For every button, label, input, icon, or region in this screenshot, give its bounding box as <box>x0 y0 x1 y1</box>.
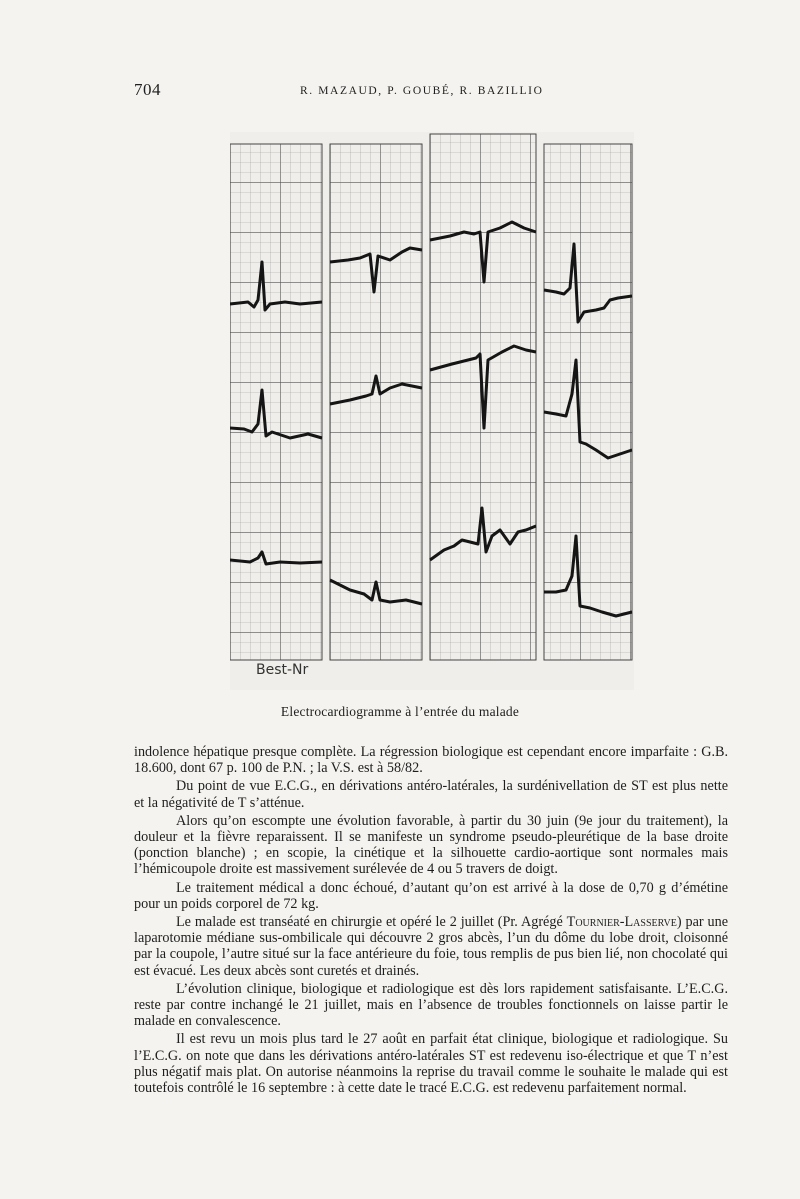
paragraph-2 <box>134 778 728 810</box>
figure-caption: Electrocardiogramme à l’entrée du malade <box>280 704 520 719</box>
article-body <box>134 744 728 1098</box>
ecg-strip-4 <box>544 144 632 660</box>
paragraph-4 <box>134 880 728 912</box>
paragraph-text: Du point de vue E.C.G., en dérivations antéro-latérales, la surdénivellation de ST est plus nette et la négativité de T s’atténue. <box>134 778 728 811</box>
page-number: 704 <box>134 80 161 99</box>
paragraph-6 <box>134 981 728 1030</box>
running-head: R. MAZAUD, P. GOUBÉ, R. BAZILLIO <box>300 85 544 97</box>
paragraph-7 <box>134 1031 728 1096</box>
paragraph-3 <box>134 813 728 878</box>
paragraph-text: Le traitement médical a donc échoué, d’autant qu’on est arrivé à la dose de 0,70 g d’émétine pour un poids corporel de 72 kg. <box>134 879 728 912</box>
figure-stamp: Best-Nr <box>256 662 309 678</box>
paragraph-text: Le malade est transéaté en chirurgie et opéré le 2 juillet (Pr. Agrégé <box>176 914 567 931</box>
paragraph-text: indolence hépatique presque complète. La régression biologique est cependant encore imparfaite : G.B. 18.600, dont 67 p. 100 de P.N. ; la V.S. est à 58/82. <box>134 744 728 777</box>
paragraph-text: Alors qu’on escompte une évolution favorable, à partir du 30 juin (9e jour du traitement), la douleur et la fièvre reparaissent. Il se manifeste un syndrome pseudo-pleurétique de la base droite (ponction blanche) ; en scopie, la cinétique et la silhouette cardio-aortique sont normales mais l’hémicoupole droite est massivement surélevée de 4 ou 5 travers de doigt. <box>134 812 728 878</box>
ecg-strip-1 <box>230 144 322 660</box>
paragraph-text: Il est revu un mois plus tard le 27 août en parfait état clinique, biologique et radiologique. Su l’E.C.G. on note que dans les dérivations antéro-latérales ST est redevenu iso-électrique et que T n’est plus négatif mais plat. On autorise néanmoins la reprise du travail comme le souhaite le malade qui est toutefois contrôlé le 16 septembre : à cette date le tracé E.C.G. est redevenu parfaitement normal. <box>134 1031 728 1097</box>
paragraph-5 <box>134 914 728 979</box>
paragraph-text: ) par une laparotomie médiane sus-ombilicale qui découvre 2 gros abcès, l’un du dôme du lobe droit, cloisonné par la coupole, l’autre situé sur la face antérieure du foie, tous remplis de pus bien lié, non chocolaté qui est évacué. Les deux abcès sont curetés et drainés. <box>134 914 728 979</box>
paragraph-text: L’évolution clinique, biologique et radiologique est dès lors rapidement satisfaisante. L’E.C.G. reste par contre inchangé le 21 juillet, mais en l’absence de troubles fonctionnels on laisse partir le malade en convalescence. <box>134 980 728 1030</box>
ecg-figure <box>230 132 634 690</box>
paragraph-1 <box>134 744 728 776</box>
paragraph-text: Tournier-Lasserve <box>566 914 677 931</box>
ecg-strips <box>230 132 634 690</box>
